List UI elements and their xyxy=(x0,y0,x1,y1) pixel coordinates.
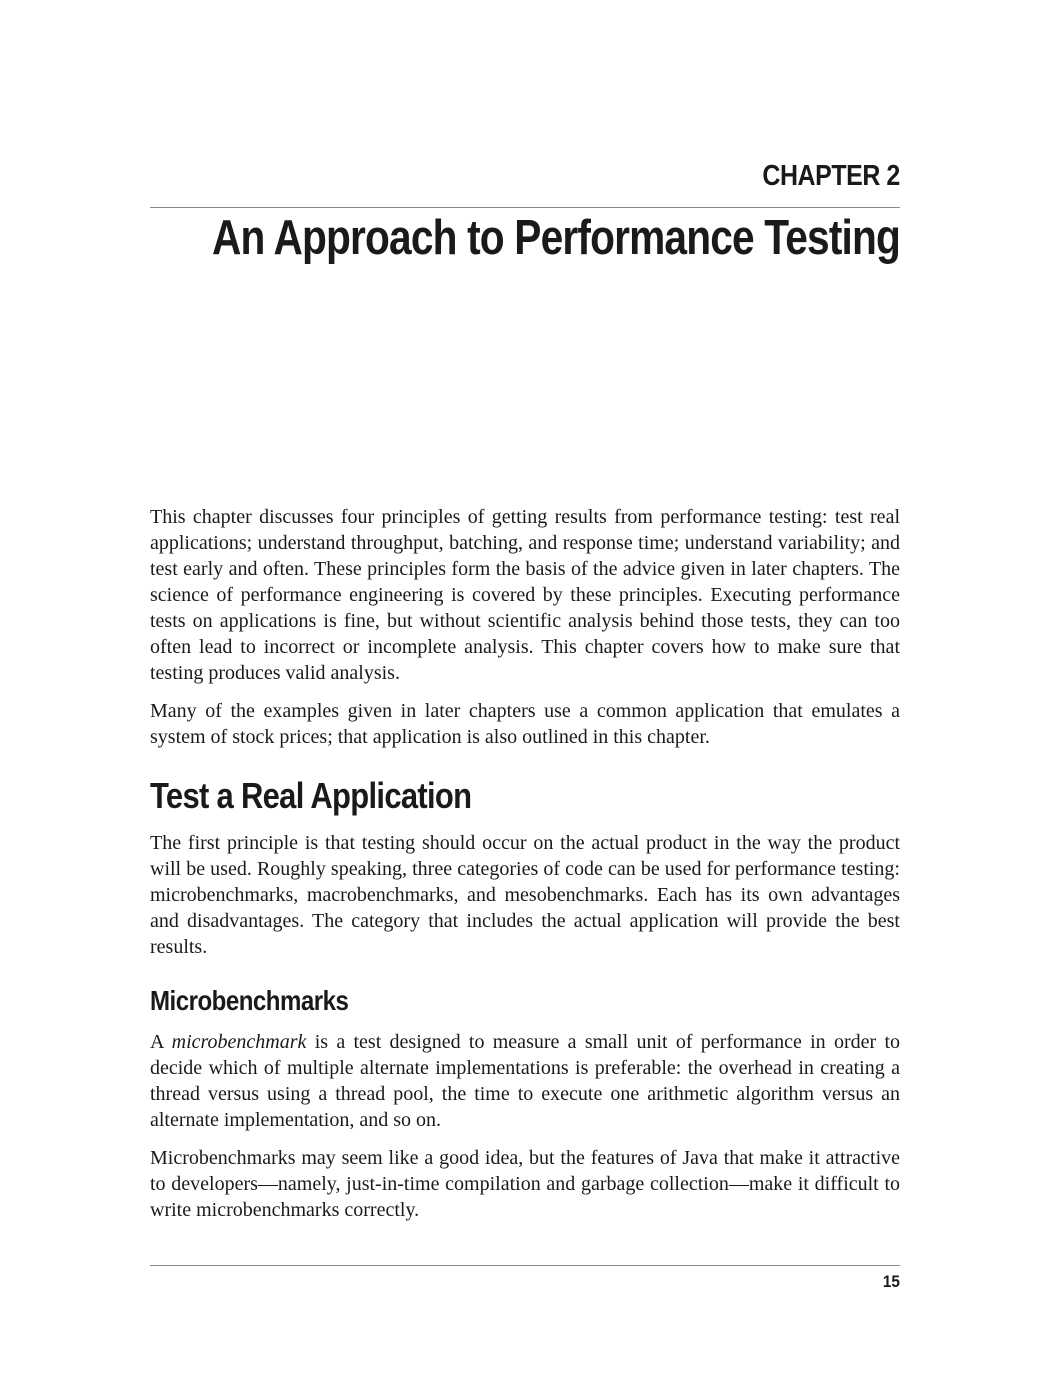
section-heading: Test a Real Application xyxy=(150,775,472,816)
subsection-heading: Microbenchmarks xyxy=(150,985,349,1016)
chapter-title: An Approach to Performance Testing xyxy=(211,211,900,265)
p1-rest: is a test designed to measure a small unit of performance in order to decide which of multiple alternate implementations is preferable: the overhead in creating a thread versus using a thread pool, the time to execute one arithmetic algorithm versus an alternate implementation, and so on. xyxy=(150,1031,900,1131)
chapter-rule xyxy=(150,207,900,208)
p1-prefix: A xyxy=(150,1031,172,1053)
footer-rule xyxy=(150,1265,900,1266)
section-body xyxy=(150,830,900,960)
term-microbenchmark: microbenchmark xyxy=(171,1031,307,1053)
subsection-paragraph-2: Microbenchmarks may seem like a good idea, but the features of Java that make it attractive to developers—namely, just-in-time compilation and garbage collection—make it difficult to write microbenchmarks correctly. xyxy=(150,1147,900,1221)
chapter-label: CHAPTER 2 xyxy=(762,160,900,192)
intro-paragraph-2: Many of the examples given in later chapters use a common application that emulates a system of stock prices; that application is also outlined in this chapter. xyxy=(150,700,900,748)
subsection-paragraph-1 xyxy=(150,1029,900,1133)
section-paragraph: The first principle is that testing should occur on the actual product in the way the product will be used. Roughly speaking, three categories of code can be used for performance testing: microbenchmarks, macrobenchmarks, and mesobenchmarks. Each has its own advantages and disadvantages. The category that includes the actual application will provide the best results. xyxy=(150,832,900,958)
page-number: 15 xyxy=(882,1272,900,1291)
book-page xyxy=(150,0,900,1378)
subsection-body xyxy=(150,1029,900,1223)
intro-paragraph-1: This chapter discusses four principles of getting results from performance testing: test real applications; understand throughput, batching, and response time; understand variability; and test early and often. These principles form the basis of the advice given in later chapters. The science of performance engineering is covered by these principles. Executing performance tests on applications is fine, but without scientific analysis behind those tests, they can too often lead to incorrect or incomplete analysis. This chapter covers how to make sure that testing produces valid analysis. xyxy=(150,506,900,684)
intro-section xyxy=(150,504,900,750)
